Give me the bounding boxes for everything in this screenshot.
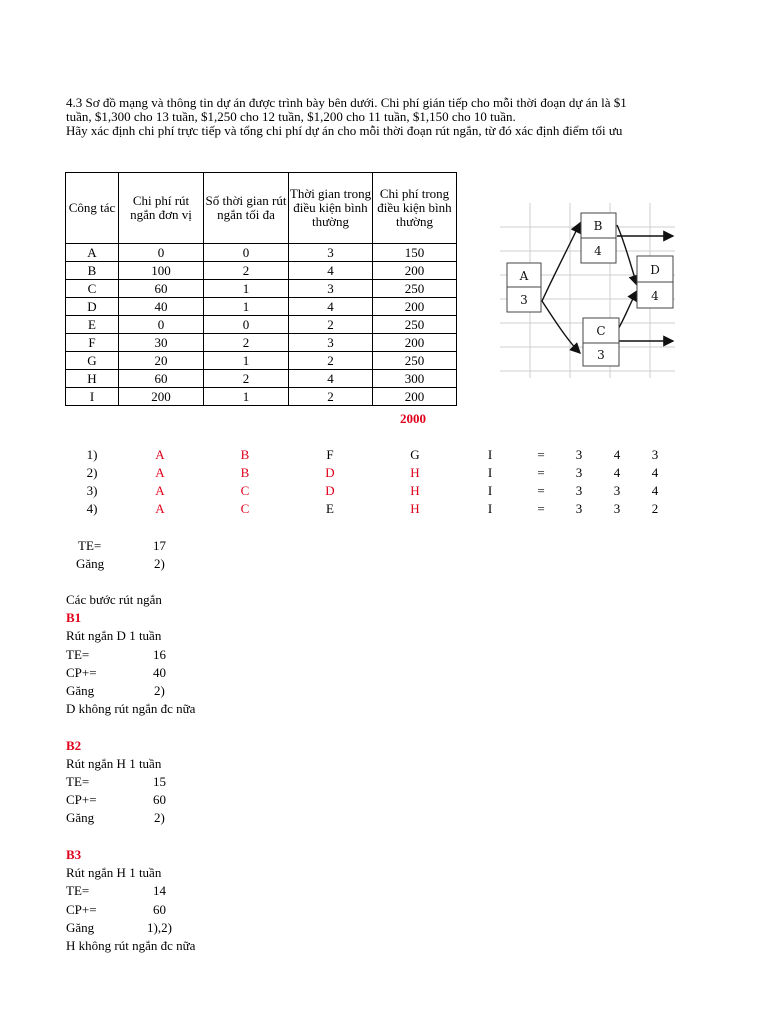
table-cell: 4 — [289, 262, 373, 280]
table-cell: 2 — [204, 370, 289, 388]
table-cell: 0 — [119, 316, 204, 334]
header-cell: Chi phí rút ngắn đơn vị — [119, 173, 204, 244]
table-cell: 0 — [119, 244, 204, 262]
arrow-c-d — [617, 291, 637, 331]
path-activity: G — [410, 447, 420, 462]
path-activity: H — [410, 501, 420, 516]
gang-label: Găng — [76, 556, 105, 571]
path-duration: 4 — [651, 465, 659, 480]
path-activity: I — [487, 447, 493, 462]
table-cell: H — [66, 370, 119, 388]
table-cell: I — [66, 388, 119, 406]
step-te-value: 14 — [153, 883, 166, 898]
step-gang-label: Găng — [66, 810, 95, 825]
arrow-a-b — [542, 223, 580, 301]
table-cell: 2 — [204, 262, 289, 280]
table-cell: 250 — [373, 352, 457, 370]
intro-line-1: 4.3 Sơ đồ mạng và thông tin dự án được trình bày bên dưới. Chi phí gián tiếp cho mỗi thời đoạn dự án là $1 — [66, 96, 627, 110]
path-number: 3) — [86, 483, 98, 498]
path-duration: 3 — [575, 501, 583, 516]
step-title: B3 — [66, 847, 82, 862]
table-cell: 250 — [373, 316, 457, 334]
table-cell: A — [66, 244, 119, 262]
step-gang-label: Găng — [66, 683, 95, 698]
table-cell: 200 — [373, 298, 457, 316]
table-cell: 3 — [289, 334, 373, 352]
table-cell: 1 — [204, 352, 289, 370]
path-duration: 4 — [651, 483, 659, 498]
intro-line-3: Hãy xác định chi phí trực tiếp và tổng chi phí dự án cho mỗi thời đoạn rút ngắn, từ đó xác định điểm tối ưu — [66, 123, 623, 138]
step-te-label: TE= — [66, 883, 90, 898]
step-cp-value: 60 — [153, 792, 166, 807]
table-cell: 2 — [204, 334, 289, 352]
node-label: D — [650, 263, 660, 277]
header-cell: Công tác — [66, 173, 119, 244]
table-cell: F — [66, 334, 119, 352]
path-row — [0, 447, 768, 465]
path-duration: 3 — [613, 501, 621, 516]
node-label: B — [593, 219, 603, 233]
table-cell: G — [66, 352, 119, 370]
path-duration: 3 — [613, 483, 621, 498]
step-gang-label: Găng — [66, 920, 95, 935]
path-equals: = — [537, 483, 545, 498]
table-row — [66, 298, 457, 316]
table-cell: 200 — [373, 262, 457, 280]
table-cell: 60 — [119, 280, 204, 298]
header-cell: Thời gian trong điều kiện bình thường — [289, 173, 373, 244]
path-row — [0, 501, 768, 519]
table-cell: C — [66, 280, 119, 298]
step-cp-label: CP+= — [66, 665, 97, 680]
step-title: B2 — [66, 738, 82, 753]
path-number: 4) — [86, 501, 98, 516]
header-cell: Chi phí trong điều kiện bình thường — [373, 173, 457, 244]
table-cell: 20 — [119, 352, 204, 370]
node-label: C — [596, 324, 606, 338]
path-row — [0, 483, 768, 501]
table-cell: 0 — [204, 244, 289, 262]
step-cp-value: 60 — [153, 902, 166, 917]
table-cell: 100 — [119, 262, 204, 280]
path-activity: A — [155, 501, 165, 516]
path-number: 1) — [86, 447, 98, 462]
path-activity: H — [410, 465, 420, 480]
path-equals: = — [537, 447, 545, 462]
node-c — [583, 318, 619, 366]
path-activity: I — [487, 483, 493, 498]
path-duration: 3 — [575, 465, 583, 480]
path-number: 2) — [86, 465, 98, 480]
table-row — [66, 352, 457, 370]
table-cell: 150 — [373, 244, 457, 262]
step-te-value: 15 — [153, 774, 166, 789]
arrow-b-d — [617, 225, 637, 285]
table-cell: 1 — [204, 280, 289, 298]
path-activity: D — [325, 465, 335, 480]
node-label: A — [519, 269, 529, 283]
path-duration: 3 — [651, 447, 659, 462]
step-title: B1 — [66, 610, 82, 625]
path-activity: B — [240, 465, 250, 480]
table-cell: 200 — [119, 388, 204, 406]
table-cell: 3 — [289, 280, 373, 298]
path-activity: B — [240, 447, 250, 462]
network-diagram — [500, 203, 675, 378]
step-action: Rút ngắn D 1 tuần — [66, 628, 162, 643]
table-cell: 40 — [119, 298, 204, 316]
total-cost: 2000 — [400, 411, 426, 426]
path-activity: A — [155, 483, 165, 498]
table-cell: 3 — [289, 244, 373, 262]
table-cell: 200 — [373, 334, 457, 352]
path-activity: C — [240, 483, 250, 498]
table-cell: 30 — [119, 334, 204, 352]
te-label: TE= — [78, 538, 102, 553]
intro-line-2: tuần, $1,300 cho 13 tuần, $1,250 cho 12 tuần, $1,200 cho 11 tuần, $1,150 cho 10 tuần. — [66, 109, 516, 124]
step-te-label: TE= — [66, 647, 90, 662]
table-row — [66, 388, 457, 406]
header-cell: Số thời gian rút ngắn tối đa — [204, 173, 289, 244]
path-duration: 3 — [575, 483, 583, 498]
table-cell: 60 — [119, 370, 204, 388]
table-cell: 2 — [289, 388, 373, 406]
step-note: D không rút ngắn đc nữa — [66, 701, 196, 716]
step-te-label: TE= — [66, 774, 90, 789]
table-cell: 4 — [289, 298, 373, 316]
table-cell: E — [66, 316, 119, 334]
table-cell: 0 — [204, 316, 289, 334]
path-activity: I — [487, 465, 493, 480]
activity-table — [65, 172, 457, 406]
path-activity: F — [326, 447, 334, 462]
table-cell: 4 — [289, 370, 373, 388]
path-row — [0, 465, 768, 483]
table-cell: 2 — [289, 352, 373, 370]
table-row — [66, 262, 457, 280]
step-cp-label: CP+= — [66, 792, 97, 807]
arrow-a-c — [542, 301, 580, 353]
table-row — [66, 244, 457, 262]
te-value: 17 — [153, 538, 166, 553]
path-equals: = — [537, 501, 545, 516]
problem-statement — [66, 96, 676, 138]
path-activity: I — [487, 501, 493, 516]
path-duration: 3 — [575, 447, 583, 462]
node-d — [637, 256, 673, 308]
step-gang-value: 2) — [154, 810, 165, 825]
step-cp-value: 40 — [153, 665, 166, 680]
path-duration: 2 — [651, 501, 659, 516]
table-cell: D — [66, 298, 119, 316]
path-activity: C — [240, 501, 250, 516]
path-activity: E — [326, 501, 334, 516]
step-gang-value: 2) — [154, 683, 165, 698]
path-equals: = — [537, 465, 545, 480]
node-duration: 3 — [520, 293, 528, 307]
table-row — [66, 280, 457, 298]
table-row — [66, 316, 457, 334]
node-duration: 4 — [594, 244, 602, 258]
table-header-row — [66, 173, 457, 244]
step-action: Rút ngắn H 1 tuần — [66, 865, 162, 880]
table-cell: B — [66, 262, 119, 280]
path-activity: A — [155, 465, 165, 480]
step-cp-label: CP+= — [66, 902, 97, 917]
step-action: Rút ngắn H 1 tuần — [66, 756, 162, 771]
table-cell: 300 — [373, 370, 457, 388]
table-row — [66, 370, 457, 388]
table-cell: 1 — [204, 388, 289, 406]
node-duration: 3 — [597, 348, 605, 362]
step-gang-value: 1),2) — [147, 920, 172, 935]
path-activity: D — [325, 483, 335, 498]
steps-title: Các bước rút ngắn — [66, 592, 162, 607]
step-note: H không rút ngắn đc nữa — [66, 938, 196, 953]
path-activity: A — [155, 447, 165, 462]
path-duration: 4 — [613, 447, 621, 462]
node-duration: 4 — [651, 289, 659, 303]
node-a — [507, 263, 541, 312]
node-b — [581, 213, 616, 263]
table-cell: 200 — [373, 388, 457, 406]
table-row — [66, 334, 457, 352]
path-activity: H — [410, 483, 420, 498]
table-cell: 1 — [204, 298, 289, 316]
gang-value: 2) — [154, 556, 165, 571]
table-cell: 250 — [373, 280, 457, 298]
path-duration: 4 — [613, 465, 621, 480]
step-te-value: 16 — [153, 647, 166, 662]
table-cell: 2 — [289, 316, 373, 334]
